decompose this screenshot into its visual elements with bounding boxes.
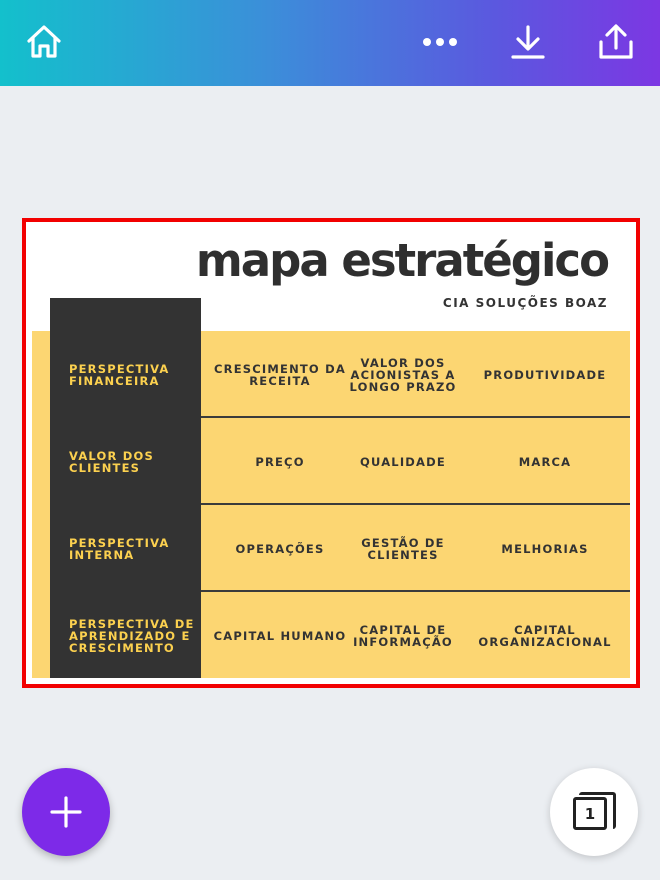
table-cell[interactable]: CAPITAL HUMANO [213, 628, 347, 643]
table-cell[interactable]: PRODUTIVIDADE [483, 367, 607, 382]
table-cell[interactable]: VALOR DOS ACIONISTAS A LONGO PRAZO [349, 355, 457, 394]
table-cell[interactable]: CRESCIMENTO DA RECEITA [214, 361, 346, 388]
top-toolbar [0, 0, 660, 86]
table-cell[interactable]: OPERAÇÕES [235, 541, 325, 556]
table-cell[interactable]: PREÇO [255, 454, 305, 469]
design-subtitle[interactable]: CIA SOLUÇÕES BOAZ [442, 296, 608, 310]
table-cell[interactable]: QUALIDADE [360, 454, 446, 469]
table-cell[interactable]: CAPITAL DE INFORMAÇÃO [353, 622, 453, 649]
add-element-button[interactable] [22, 768, 110, 856]
table-cell[interactable]: GESTÃO DE CLIENTES [361, 535, 445, 562]
more-horizontal-icon [421, 36, 459, 48]
more-options-button[interactable] [415, 17, 465, 67]
table-row [32, 418, 630, 505]
design-canvas[interactable] [32, 228, 630, 678]
share-button[interactable] [591, 17, 641, 67]
perspective-label[interactable]: PERSPECTIVA INTERNA [69, 535, 170, 562]
table-cell[interactable]: MELHORIAS [501, 541, 589, 556]
download-button[interactable] [503, 17, 553, 67]
home-icon [25, 23, 63, 61]
page-count: 1 [573, 797, 607, 830]
plus-icon [49, 795, 83, 829]
pages-icon [573, 792, 615, 832]
selected-design-frame[interactable] [22, 218, 640, 688]
download-icon [510, 24, 546, 60]
pages-button[interactable] [550, 768, 638, 856]
perspective-label[interactable]: VALOR DOS CLIENTES [69, 448, 154, 475]
share-icon [598, 24, 634, 60]
table-cell[interactable]: CAPITAL ORGANIZACIONAL [478, 622, 612, 649]
table-row [32, 331, 630, 418]
home-button[interactable] [19, 17, 69, 67]
table-row [32, 505, 630, 592]
table-cell[interactable]: MARCA [518, 454, 572, 469]
design-title[interactable]: mapa estratégico [195, 234, 608, 287]
table-row [32, 592, 630, 678]
perspective-label[interactable]: PERSPECTIVA FINANCEIRA [69, 361, 170, 388]
perspective-label[interactable]: PERSPECTIVA DE APRENDIZADO E CRESCIMENTO [69, 616, 195, 655]
